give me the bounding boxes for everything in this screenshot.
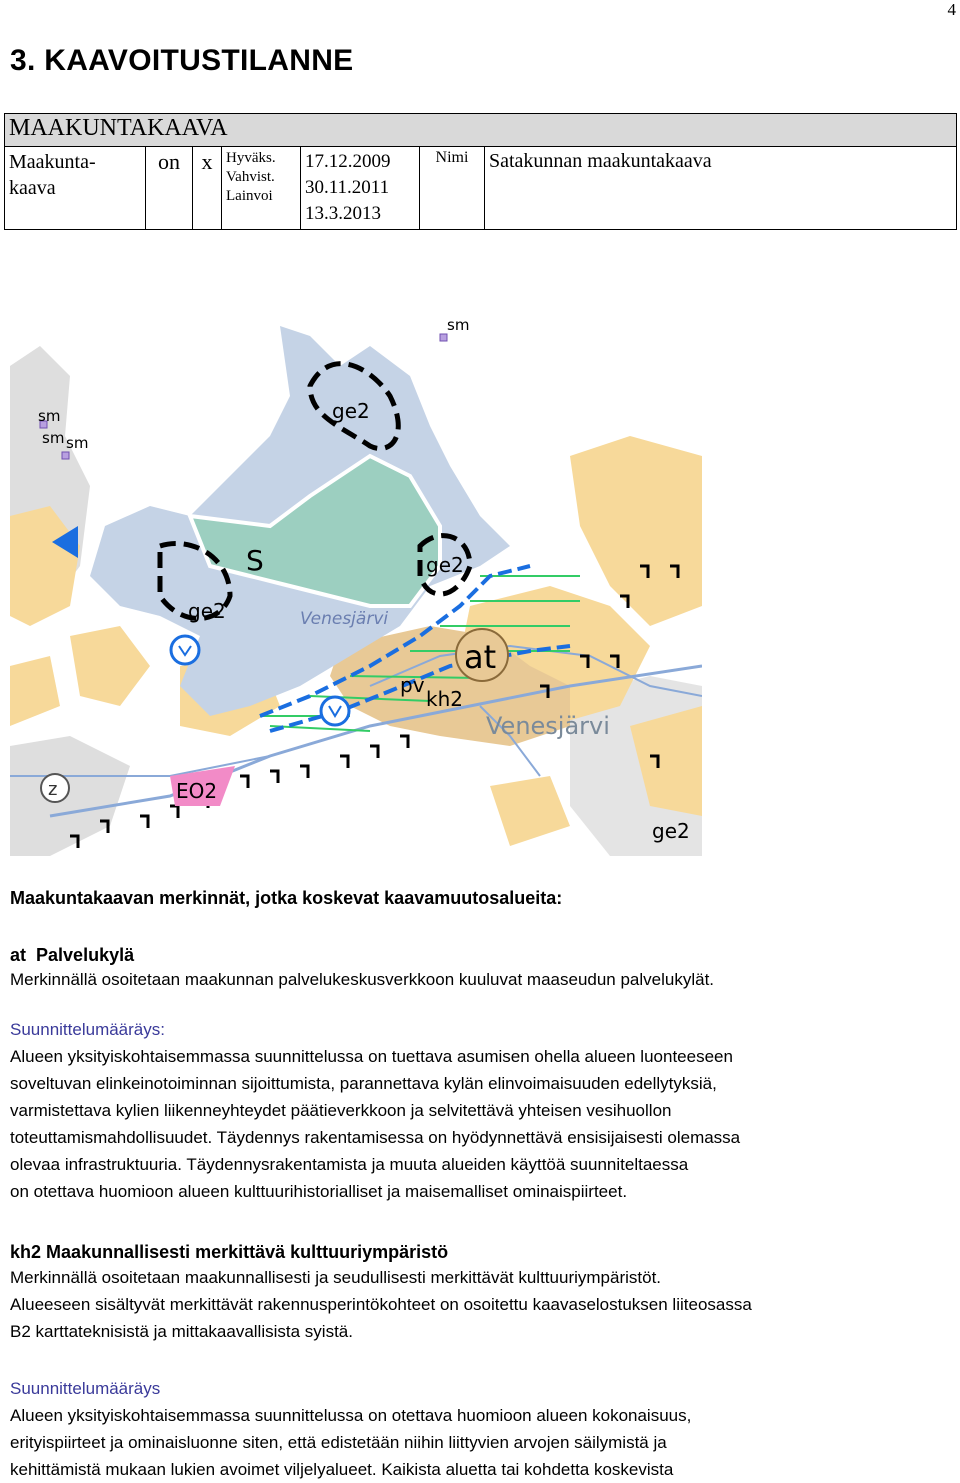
label-at: at (464, 638, 497, 676)
x-cell: x (193, 147, 222, 230)
date-ratified: 30.11.2011 (305, 177, 390, 198)
label-s: S (246, 544, 264, 577)
plan-type-line2: kaava (9, 177, 56, 199)
label-ge2-mid: ge2 (426, 553, 464, 577)
label-pv: pv (400, 673, 425, 697)
section-title: 3. KAAVOITUSTILANNE (10, 44, 354, 77)
kh2-regulation-line: kehittämistä mukaan lukien avoimet viljelyalueet. Kaikista aluetta tai kohdetta koskevista (10, 1460, 674, 1479)
plan-status-table (4, 113, 957, 230)
at-title: Palvelukylä (36, 945, 135, 965)
at-regulation-line: toteuttamismahdollisuudet. Täydennys rakentamisessa on hyödynnettävä ensisijaisesti olemassa (10, 1128, 741, 1147)
legend-heading: Maakuntakaavan merkinnät, jotka koskevat kaavamuutosalueita: (10, 888, 563, 908)
kh2-heading (10, 1239, 950, 1266)
status-ratified: Vahvist. (226, 169, 275, 185)
at-regulation-line: soveltuvan elinkeinotoiminnan sijoittumista, parannettava kylän elinvoimaisuuden edellytyksiä, (10, 1074, 717, 1093)
date-approved: 17.12.2009 (305, 151, 391, 172)
label-ge2-top: ge2 (332, 399, 370, 423)
name-label-cell: Nimi (420, 147, 485, 230)
kh2-description-line: Merkinnällä osoitetaan maakunnallisesti ja seudullisesti merkittävät kulttuuriympäristöt. (10, 1268, 662, 1287)
date-in-force: 13.3.2013 (305, 203, 381, 224)
kh2-regulation-label: Suunnittelumääräys (10, 1379, 161, 1398)
plan-type-line1: Maakunta- (9, 151, 96, 173)
status-approved: Hyväks. (226, 150, 276, 166)
label-sm-2: sm (38, 407, 61, 425)
dates-cell (301, 147, 420, 230)
status-in-force: Lainvoi (226, 188, 273, 204)
label-kh2: kh2 (426, 687, 463, 711)
status-cell (222, 147, 301, 230)
at-regulation-text (10, 1043, 950, 1205)
at-description: Merkinnällä osoitetaan maakunnan palvelukeskusverkkoon kuuluvat maaseudun palvelukylät. (10, 970, 715, 989)
at-regulation-line: Alueen yksityiskohtaisemmassa suunnittelussa on tuettava asumisen ohella alueen luonteeseen (10, 1047, 733, 1066)
plan-type-cell (5, 147, 146, 230)
kh2-title: Maakunnallisesti merkittävä kulttuuriympäristö (46, 1242, 449, 1262)
label-sm-4: sm (66, 434, 89, 452)
regional-plan-map (10, 306, 702, 856)
route-marker-2 (321, 697, 349, 725)
at-regulation-label: Suunnittelumääräys: (10, 1020, 165, 1039)
label-sm-3: sm (42, 429, 65, 447)
route-marker-1 (171, 636, 199, 664)
kh2-regulation-text (10, 1402, 950, 1483)
label-ge2-bottom-right: ge2 (652, 819, 690, 843)
kh2-description (10, 1264, 950, 1345)
label-village-name: Venesjärvi (486, 712, 610, 740)
kh2-description-line: B2 karttateknisistä ja mittakaavallisista syistä. (10, 1322, 353, 1341)
at-regulation-line: olevaa infrastruktuuria. Täydennysrakentamista ja muuta alueiden käyttöä suunniteltaessa (10, 1155, 689, 1174)
name-value-cell: Satakunnan maakuntakaava (485, 147, 957, 230)
table-header: MAAKUNTAKAAVA (5, 114, 957, 147)
kh2-description-line: Alueeseen sisältyvät merkittävät rakennusperintökohteet on osoitettu kaavaselostuksen liiteosassa (10, 1295, 752, 1314)
label-ge2-left: ge2 (188, 599, 226, 623)
on-cell: on (146, 147, 193, 230)
page-number: 4 (947, 0, 956, 19)
label-lake-name: Venesjärvi (300, 609, 389, 629)
kh2-regulation-line: erityispiirteet ja ominaisluonne siten, että edistetään niihin liittyvien arvojen säilymistä ja (10, 1433, 667, 1452)
kh2-code: kh2 (10, 1242, 42, 1262)
at-code: at (10, 945, 27, 965)
kh2-regulation-line: Alueen yksityiskohtaisemmassa suunnittelussa on otettava huomioon alueen kokonaisuus, (10, 1406, 692, 1425)
at-regulation-line: varmistettava kylien liikenneyhteydet päätieverkkoon ja selvitettävä yhteisen vesihuollon (10, 1101, 672, 1120)
at-regulation-line: on otettava huomioon alueen kulttuurihistorialliset ja maisemalliset ominaispiirteet. (10, 1182, 628, 1201)
at-heading (10, 942, 950, 969)
label-sm-1: sm (447, 316, 470, 334)
label-z: z (48, 779, 58, 800)
label-eo2: EO2 (176, 779, 218, 803)
